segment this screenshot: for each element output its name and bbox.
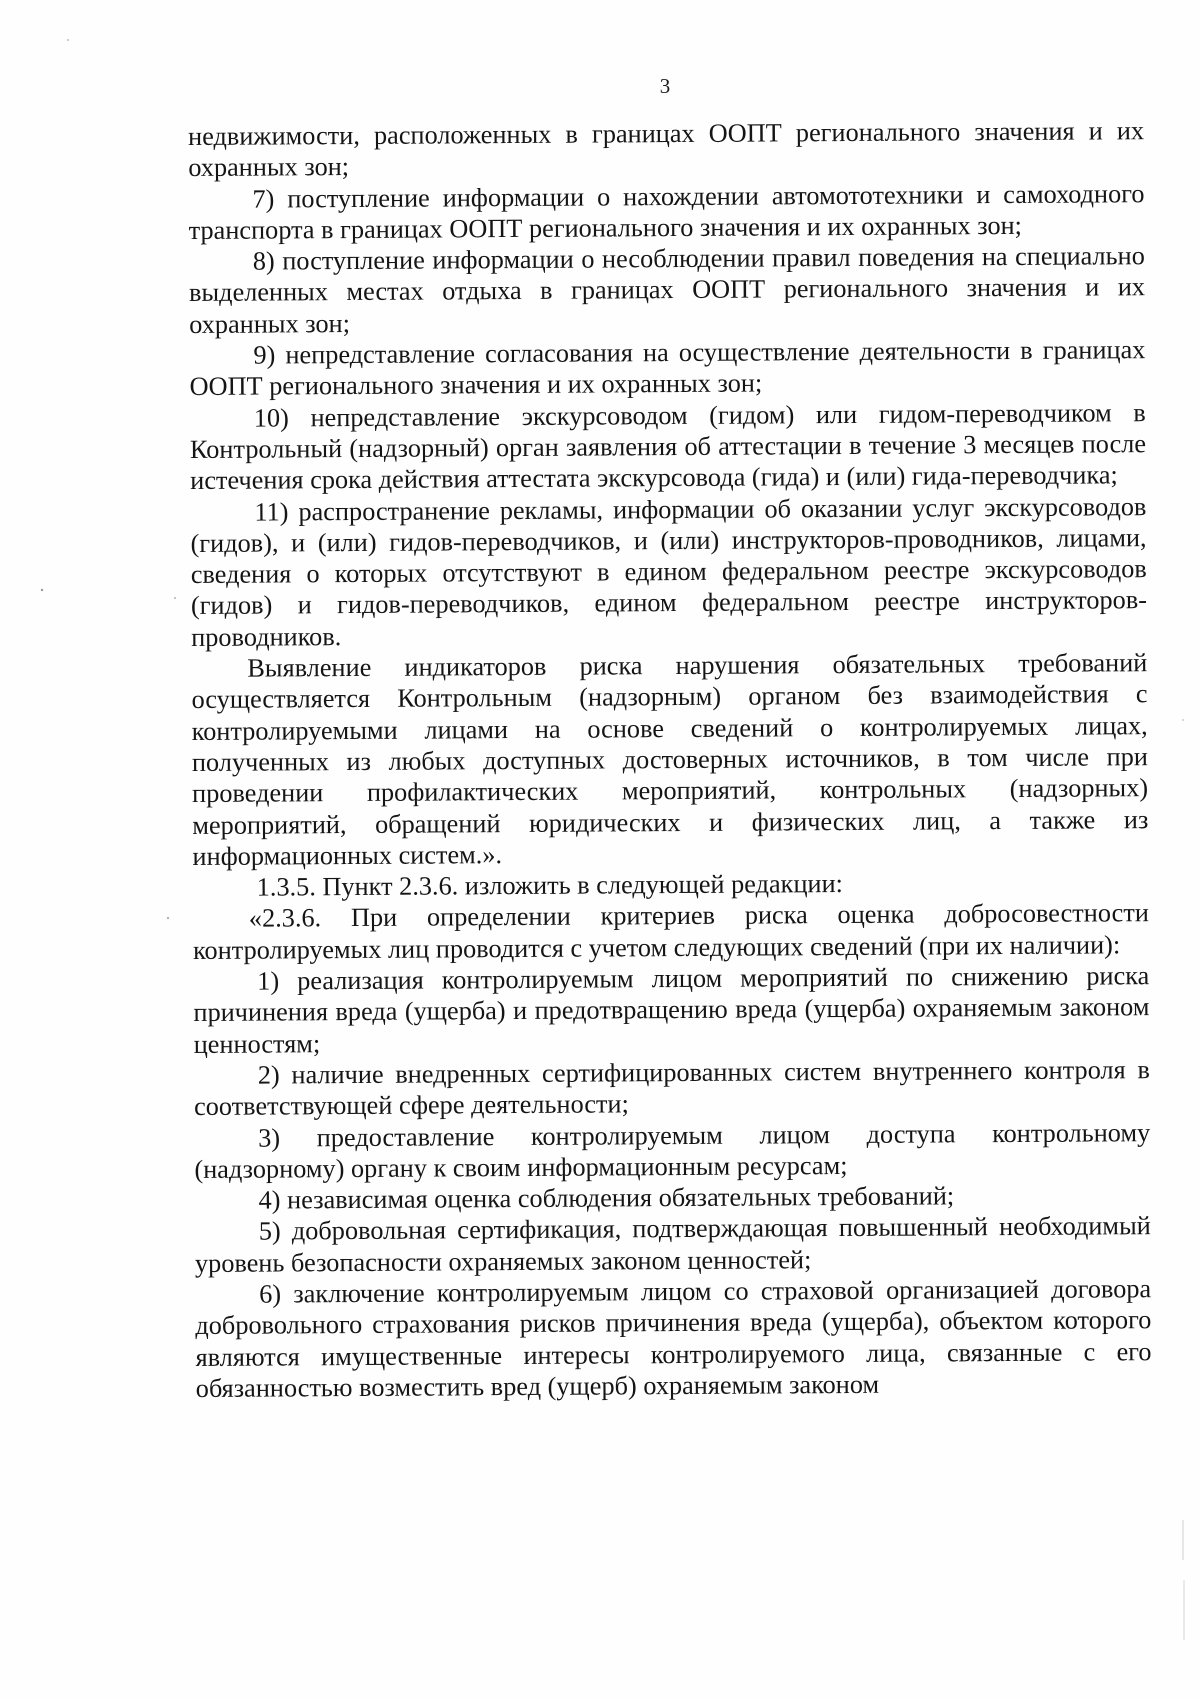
paragraph-risk-indicators: Выявление индикаторов риска нарушения обязательных требований осуществляется Контрольным (надзорным) органом без взаимодействия с контролируемыми лицами на основе сведений о контролируемых лицах, полученных из любых доступных достоверных источников, в том числе при проведении профилактических мероприятий, контрольных (надзорных) мероприятий, обращений юридических и физических лиц, а также из информационных систем.». <box>191 648 1149 871</box>
list-item-9: 9) непредставление согласования на осуществление деятельности в границах ООПТ регионального значения и их охранных зон; <box>189 335 1146 402</box>
list-item-7: 7) поступление информации о нахождении автомототехники и самоходного транспорта в границах ООПТ регионального значения и их охранных зон; <box>188 178 1145 245</box>
paragraph-2-3-6: «2.3.6. При определении критериев риска оценка добросовестности контролируемых лиц проводится с учетом следующих сведений (при их наличии): <box>192 898 1149 965</box>
criteria-item-2: 2) наличие внедренных сертифицированных систем внутреннего контроля в соответствующей сфере деятельности; <box>193 1055 1150 1122</box>
criteria-item-3: 3) предоставление контролируемым лицом доступа контрольному (надзорному) органу к своим информационным ресурсам; <box>194 1117 1151 1184</box>
paragraph-continuation: недвижимости, расположенных в границах ООПТ регионального значения и их охранных зон; <box>188 116 1145 183</box>
paragraph-amendment-1-3-5: 1.3.5. Пункт 2.3.6. изложить в следующей редакции: <box>256 869 844 902</box>
criteria-item-4: 4) независимая оценка соблюдения обязательных требований; <box>258 1181 955 1215</box>
list-item-11: 11) распространение рекламы, информации об оказании услуг экскурсоводов (гидов), и (или) гидов-переводчиков, и (или) инструкторов-проводников, лицами, сведения о которых отсутствуют в едином федеральном реестре экскурсоводов (гидов) и гидов-переводчиков, едином федеральном реестре инструкторов-проводников. <box>190 491 1148 652</box>
page-number: 3 <box>659 74 671 98</box>
list-item-8: 8) поступление информации о несоблюдении правил поведения на специально выделенных местах отдыха в границах ООПТ регионального значения и их охранных зон; <box>188 241 1146 339</box>
document-body <box>188 115 1152 1404</box>
criteria-item-5: 5) добровольная сертификация, подтверждающая повышенный необходимый уровень безопасности охраняемых законом ценностей; <box>194 1211 1151 1278</box>
list-item-10: 10) непредставление экскурсоводом (гидом) или гидом-переводчиком в Контрольный (надзорный) орган заявления об аттестации в течение 3 месяцев после истечения срока действия аттестата экскурсовода (гида) и (или) гида-переводчика; <box>189 397 1147 496</box>
criteria-item-1: 1) реализация контролируемым лицом мероприятий по снижению риска причинения вреда (ущерба) и предотвращению вреда (ущерба) охраняемым законом ценностям; <box>193 961 1150 1059</box>
criteria-item-6: 6) заключение контролируемым лицом со страховой организацией договора добровольного страхования рисков причинения вреда (ущерба), объектом которого являются имущественные интересы контролируемого лица, связанные с его обязанностью возместить вред (ущерб) охраняемым законом <box>195 1274 1152 1403</box>
